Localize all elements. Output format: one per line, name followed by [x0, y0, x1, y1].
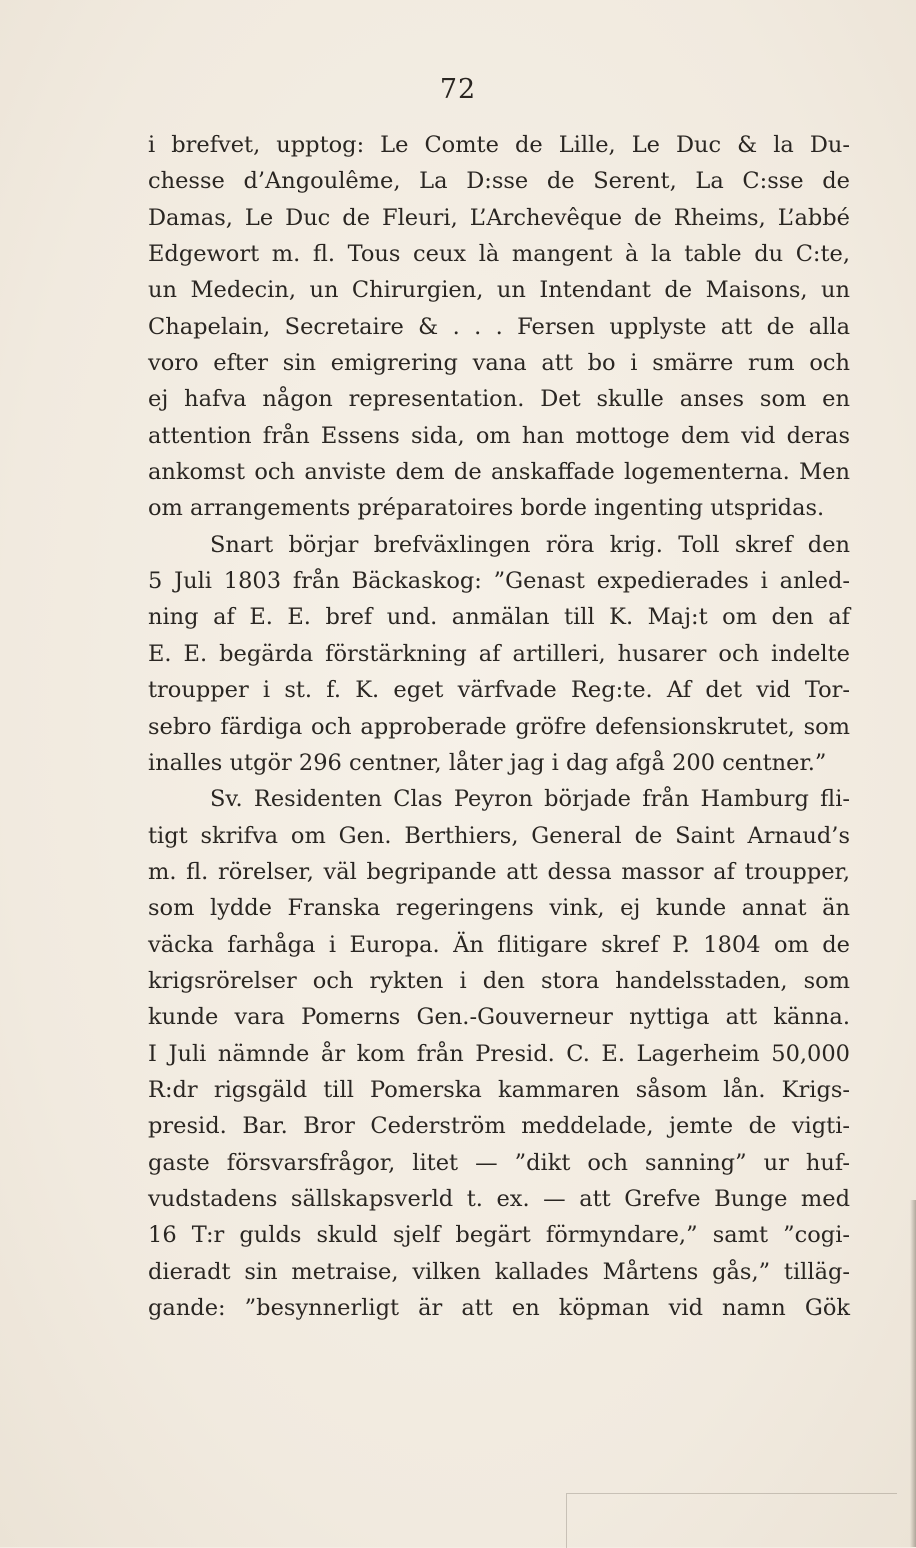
scan-artifact-mark	[566, 1493, 897, 1548]
text-line: inalles utgör 296 centner, låter jag i dag afgå 200 centner.”	[148, 749, 827, 776]
text-line: Sv. Residenten Clas Peyron började från Hamburg fli-	[210, 786, 850, 813]
text-line: ej hafva någon representation. Det skulle anses som en	[148, 386, 850, 413]
text-line: kunde vara Pomerns Gen.-Gouverneur nyttiga att känna.	[148, 1004, 850, 1031]
text-line: krigsrörelser och rykten i den stora handelsstaden, som	[148, 967, 850, 994]
text-line: Chapelain, Secretaire & . . . Fersen upplyste att de alla	[148, 313, 850, 340]
page-number: 72	[439, 74, 477, 105]
text-line: ankomst och anviste dem de anskaffade logementerna. Men	[148, 459, 850, 486]
text-line: chesse d’Angoulême, La D:sse de Serent, La C:sse de	[148, 168, 850, 195]
text-line: tigt skrifva om Gen. Berthiers, General de Saint Arnaud’s	[148, 822, 850, 849]
text-line: gaste försvarsfrågor, litet — ”dikt och sanning” ur huf-	[148, 1149, 850, 1176]
text-line: voro efter sin emigrering vana att bo i smärre rum och	[148, 350, 850, 377]
text-line: attention från Essens sida, om han mottoge dem vid deras	[148, 422, 850, 449]
page-edge-shadow	[910, 1200, 916, 1547]
text-line: Edgewort m. fl. Tous ceux là mangent à la table du C:te,	[148, 241, 850, 268]
text-line: väcka farhåga i Europa. Än flitigare skref P. 1804 om de	[148, 931, 850, 958]
text-line: Snart börjar brefväxlingen röra krig. Toll skref den	[210, 531, 850, 558]
text-line: presid. Bar. Bror Cederström meddelade, jemte de vigti-	[148, 1113, 850, 1140]
text-line: dieradt sin metraise, vilken kallades Mårtens gås,” tilläg-	[148, 1258, 850, 1285]
text-line: I Juli nämnde år kom från Presid. C. E. Lagerheim 50,000	[148, 1040, 850, 1067]
text-line: Damas, Le Duc de Fleuri, L’Archevêque de Rheims, L’abbé	[148, 204, 850, 231]
text-line: un Medecin, un Chirurgien, un Intendant de Maisons, un	[148, 277, 850, 304]
text-line: R:dr rigsgäld till Pomerska kammaren såsom lån. Krigs-	[148, 1076, 850, 1103]
text-line: troupper i st. f. K. eget värfvade Reg:te. Af det vid Tor-	[148, 677, 850, 704]
text-line: sebro färdiga och approberade gröfre defensionskrutet, som	[148, 713, 850, 740]
text-line: om arrangements préparatoires borde ingenting utspridas.	[148, 495, 825, 522]
text-line: 16 T:r gulds skuld sjelf begärt förmyndare,” samt ”cogi-	[148, 1222, 850, 1249]
text-line: m. fl. rörelser, väl begripande att dessa massor af troupper,	[148, 858, 850, 885]
text-line: som lydde Franska regeringens vink, ej kunde annat än	[148, 895, 850, 922]
text-line: i brefvet, upptog: Le Comte de Lille, Le Duc & la Du-	[148, 132, 850, 158]
text-line: ning af E. E. bref und. anmälan till K. Maj:t om den af	[148, 604, 850, 631]
text-line: 5 Juli 1803 från Bäckaskog: ”Genast expedierades i anled-	[148, 568, 850, 595]
text-line: vudstadens sällskapsverld t. ex. — att Grefve Bunge med	[148, 1185, 850, 1212]
text-line: E. E. begärda förstärkning af artilleri, husarer och indelte	[148, 640, 850, 667]
body-text	[148, 127, 850, 1326]
text-line: gande: ”besynnerligt är att en köpman vid namn Gök	[148, 1295, 850, 1321]
